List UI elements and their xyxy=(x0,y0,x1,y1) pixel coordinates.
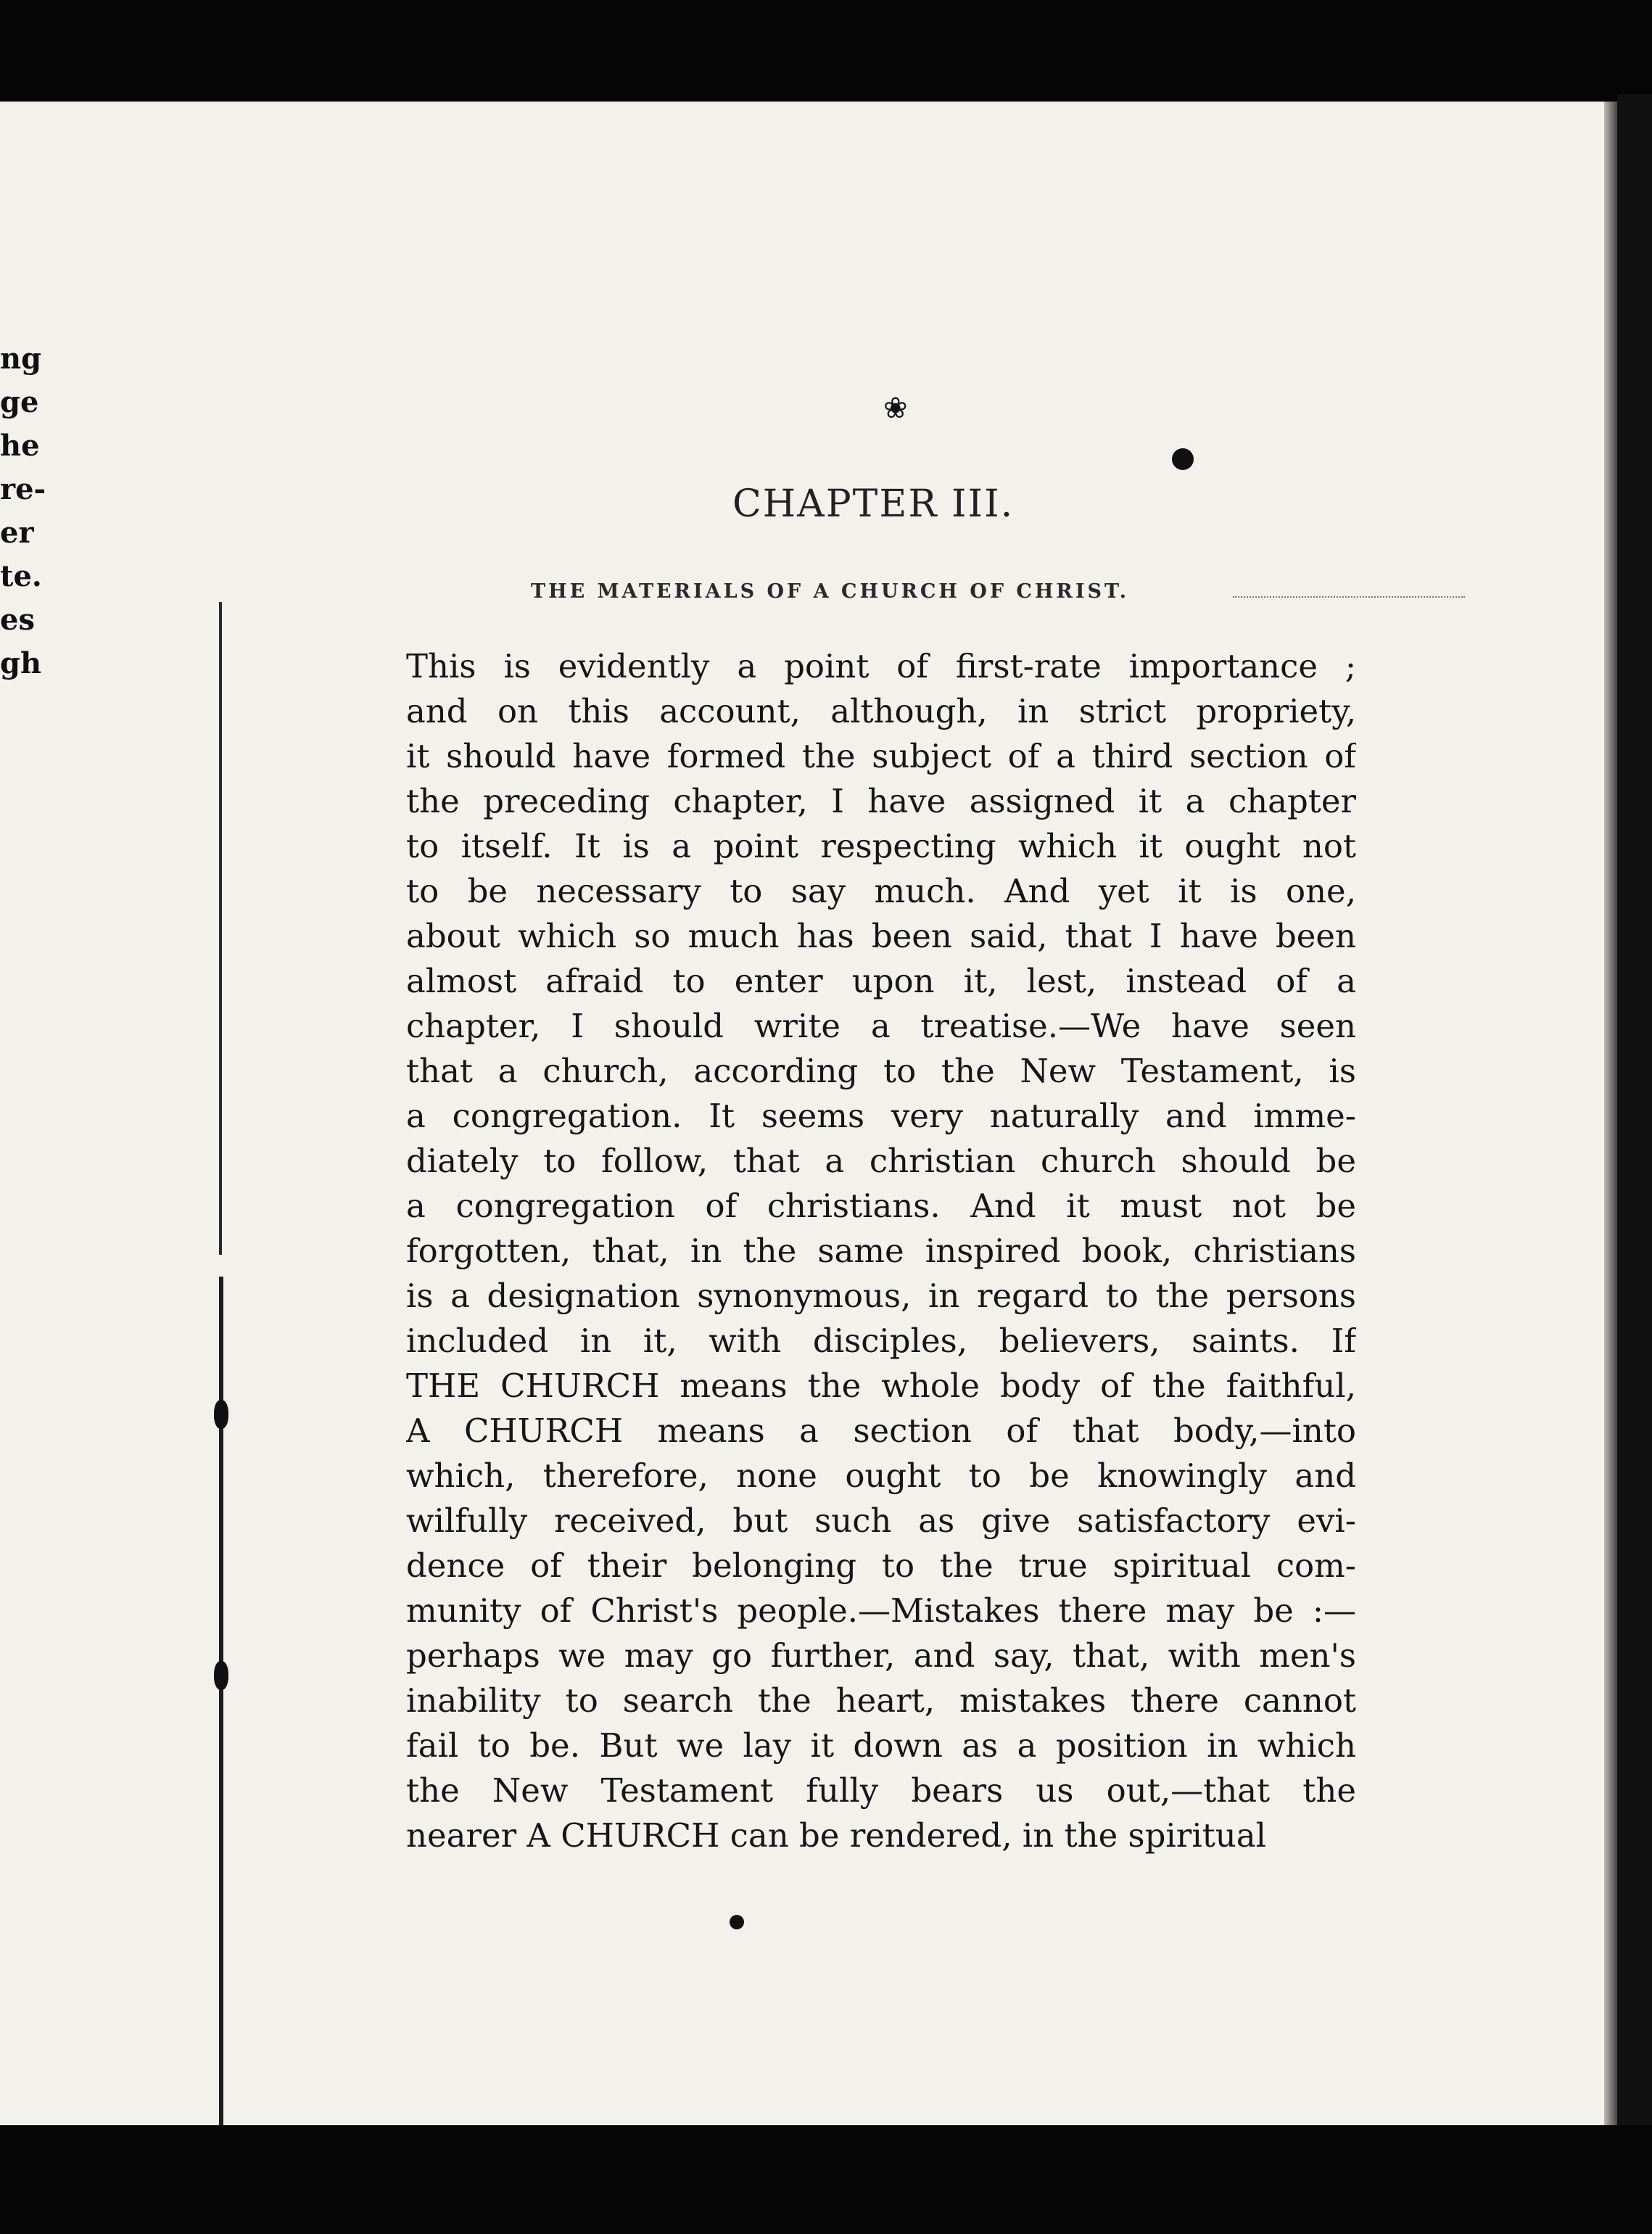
fragment-line: er xyxy=(0,516,34,550)
text-line: dence of their belonging to the true spiritual com- xyxy=(406,1546,1356,1585)
fragment-line: ge xyxy=(0,385,39,419)
text-line: the New Testament fully bears us out,—that the xyxy=(406,1771,1356,1810)
text-line: forgotten, that, in the same inspired book, christians xyxy=(406,1232,1356,1270)
ink-blot-icon: ❀ xyxy=(883,392,908,425)
text-line: inability to search the heart, mistakes there cannot xyxy=(406,1681,1356,1720)
fragment-line: te. xyxy=(0,559,42,593)
dotted-rule xyxy=(1233,596,1465,598)
scan-right-border xyxy=(1617,94,1652,2132)
text-line: included in it, with disciples, believers, saints. If xyxy=(406,1322,1356,1360)
text-line: that a church, according to the New Testament, is xyxy=(406,1052,1356,1090)
text-line: about which so much has been said, that I have been xyxy=(406,917,1356,955)
text-line: wilfully received, but such as give satisfactory evi- xyxy=(406,1501,1356,1540)
gutter-mark xyxy=(214,1400,228,1429)
text-line: THE CHURCH means the whole body of the faithful, xyxy=(406,1367,1356,1405)
text-line: to itself. It is a point respecting which it ought not xyxy=(406,827,1356,865)
text-line: a congregation. It seems very naturally and imme- xyxy=(406,1097,1356,1135)
text-line: to be necessary to say much. And yet it is one, xyxy=(406,872,1356,910)
text-line: munity of Christ's people.—Mistakes there may be :— xyxy=(406,1591,1356,1630)
gutter-mark xyxy=(214,1661,228,1690)
text-line: A CHURCH means a section of that body,—into xyxy=(406,1411,1356,1450)
book-gutter-line xyxy=(219,602,222,1255)
scan-top-border xyxy=(0,0,1652,102)
text-line: diately to follow, that a christian church should be xyxy=(406,1142,1356,1180)
text-line: the preceding chapter, I have assigned it a chapter xyxy=(406,782,1356,820)
fragment-line: he xyxy=(0,429,40,463)
text-line: and on this account, although, in strict propriety, xyxy=(406,692,1356,730)
chapter-subtitle: THE MATERIALS OF A CHURCH OF CHRIST. xyxy=(531,580,1129,603)
chapter-body xyxy=(406,644,1356,1858)
fragment-line: es xyxy=(0,603,35,637)
scan-bottom-border xyxy=(0,2125,1652,2234)
text-line: which, therefore, none ought to be knowingly and xyxy=(406,1456,1356,1495)
fragment-line: ng xyxy=(0,342,42,376)
ink-spot xyxy=(1172,448,1194,470)
text-line: a congregation of christians. And it must not be xyxy=(406,1187,1356,1225)
fragment-line: gh xyxy=(0,646,42,680)
chapter-title: CHAPTER III. xyxy=(732,482,1015,526)
ink-spot xyxy=(730,1915,744,1929)
fragment-line: re- xyxy=(0,472,46,506)
text-line: nearer A CHURCH can be rendered, in the spiritual xyxy=(406,1816,1266,1855)
text-line: chapter, I should write a treatise.—We have seen xyxy=(406,1007,1356,1045)
text-line: This is evidently a point of first-rate importance ; xyxy=(406,647,1356,685)
text-line: perhaps we may go further, and say, that, with men's xyxy=(406,1636,1356,1675)
previous-page-fragment xyxy=(0,337,58,685)
text-line: it should have formed the subject of a third section of xyxy=(406,737,1356,775)
text-line: is a designation synonymous, in regard to the persons xyxy=(406,1277,1356,1315)
text-line: almost afraid to enter upon it, lest, instead of a xyxy=(406,962,1356,1000)
text-line: fail to be. But we lay it down as a position in which xyxy=(406,1726,1356,1765)
